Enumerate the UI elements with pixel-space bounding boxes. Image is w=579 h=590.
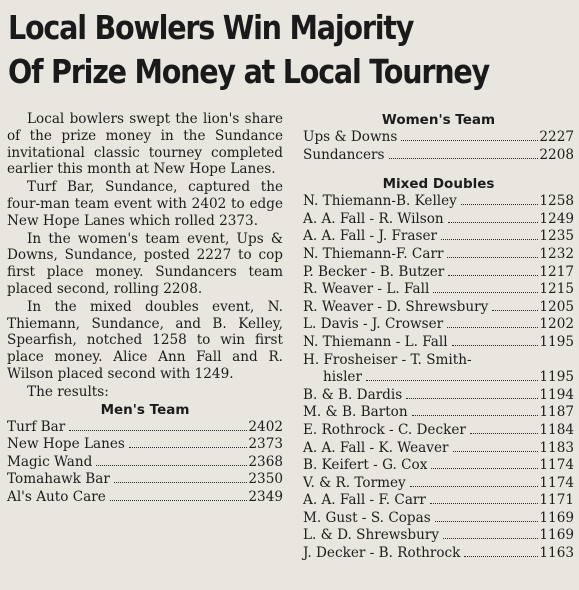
result-name: V. & R. Tormey bbox=[303, 474, 406, 491]
dot-leader bbox=[492, 310, 538, 311]
dot-leader bbox=[410, 486, 539, 487]
dot-leader bbox=[69, 430, 247, 431]
womens-team-list bbox=[303, 129, 574, 164]
dot-leader bbox=[443, 538, 538, 539]
dot-leader bbox=[470, 433, 539, 434]
dot-leader bbox=[412, 415, 539, 416]
result-row bbox=[7, 454, 283, 472]
result-score: 1217 bbox=[539, 263, 574, 280]
mixed-doubles-list bbox=[303, 193, 574, 562]
result-name: B. & B. Dardis bbox=[303, 386, 403, 403]
result-name: H. Frosheiser - T. Smith- bbox=[303, 351, 472, 368]
result-row bbox=[303, 147, 574, 165]
article-paragraph: Local bowlers swept the lion's share of the prize money in the Sundance invitational classic tourney completed earlier this month at New Hope Lanes. bbox=[7, 111, 283, 178]
result-name: B. Keifert - G. Cox bbox=[303, 457, 428, 474]
result-score: 1169 bbox=[539, 509, 574, 526]
result-name: L. Davis - J. Crowser bbox=[303, 316, 444, 333]
headline-line-1: Local Bowlers Win Majority bbox=[8, 9, 414, 47]
result-row bbox=[7, 419, 283, 437]
dot-leader bbox=[435, 521, 539, 522]
result-row bbox=[303, 475, 574, 493]
result-row bbox=[303, 246, 574, 264]
result-score: 2208 bbox=[539, 146, 574, 163]
dot-leader bbox=[110, 500, 248, 501]
result-score: 1174 bbox=[539, 474, 574, 491]
article-paragraph: In the women's team event, Ups & Downs, Sundance, posted 2227 to cop first place money. Sundancers team placed second, rolling 2208. bbox=[7, 230, 283, 297]
result-name: A. A. Fall - R. Wilson bbox=[303, 210, 444, 227]
result-row bbox=[303, 334, 574, 352]
result-score: 1232 bbox=[539, 245, 574, 262]
result-row bbox=[303, 404, 574, 422]
result-score: 1195 bbox=[539, 369, 574, 386]
result-name: Ups & Downs bbox=[303, 129, 398, 145]
result-name: P. Becker - B. Butzer bbox=[303, 263, 445, 280]
result-row bbox=[303, 545, 574, 563]
result-row bbox=[303, 527, 574, 545]
dot-leader bbox=[401, 140, 538, 141]
result-row bbox=[303, 440, 574, 458]
dot-leader bbox=[461, 204, 539, 205]
result-score: 2402 bbox=[248, 418, 283, 435]
result-score: 1187 bbox=[539, 404, 574, 421]
result-row-continued bbox=[303, 369, 574, 387]
dot-leader bbox=[406, 398, 538, 399]
result-score: 1183 bbox=[539, 439, 574, 456]
result-name: R. Weaver - L. Fall bbox=[303, 281, 430, 298]
article-paragraph: Turf Bar, Sundance, captured the four-man team event with 2402 to edge New Hope Lanes which rolled 2373. bbox=[7, 179, 283, 229]
result-name: Sundancers bbox=[303, 146, 385, 163]
dot-leader bbox=[452, 345, 539, 346]
result-score: 2227 bbox=[539, 129, 574, 145]
result-score: 1194 bbox=[539, 386, 574, 403]
result-score: 1174 bbox=[539, 457, 574, 474]
dot-leader bbox=[366, 380, 538, 381]
result-score: 1249 bbox=[539, 210, 574, 227]
result-row bbox=[303, 316, 574, 334]
result-score: 2368 bbox=[248, 453, 283, 470]
result-name: N. Thiemann - L. Fall bbox=[303, 333, 448, 350]
result-row bbox=[303, 211, 574, 229]
results-right-column bbox=[303, 111, 574, 563]
result-row bbox=[303, 281, 574, 299]
result-name: A. A. Fall - F. Carr bbox=[303, 492, 426, 509]
result-row bbox=[303, 352, 574, 370]
result-name-continued: hisler bbox=[323, 369, 362, 386]
result-row bbox=[303, 387, 574, 405]
result-score: 1205 bbox=[539, 298, 574, 315]
dot-leader bbox=[464, 556, 538, 557]
result-name: E. Rothrock - C. Decker bbox=[303, 421, 466, 438]
dot-leader bbox=[447, 257, 538, 258]
results-intro: The results: bbox=[27, 383, 109, 400]
result-name: J. Decker - B. Rothrock bbox=[303, 545, 461, 562]
womens-team-heading: Women's Team bbox=[381, 112, 496, 128]
result-score: 1171 bbox=[539, 492, 574, 509]
result-name: N. Thiemann-B. Kelley bbox=[303, 193, 457, 210]
result-name: New Hope Lanes bbox=[7, 436, 125, 453]
result-name: A. A. Fall - J. Fraser bbox=[303, 228, 438, 245]
result-score: 1163 bbox=[539, 545, 574, 562]
dot-leader bbox=[96, 465, 247, 466]
result-row bbox=[7, 471, 283, 489]
result-row bbox=[7, 436, 283, 454]
dot-leader bbox=[430, 503, 538, 504]
result-row bbox=[303, 129, 574, 147]
result-name: Al's Auto Care bbox=[7, 488, 106, 505]
result-row bbox=[303, 510, 574, 528]
dot-leader bbox=[447, 327, 538, 328]
headline bbox=[8, 6, 505, 94]
dot-leader bbox=[441, 239, 538, 240]
result-name: Magic Wand bbox=[7, 453, 93, 470]
result-row bbox=[303, 193, 574, 211]
result-name: M. & B. Barton bbox=[303, 404, 408, 421]
result-row bbox=[303, 457, 574, 475]
result-score: 1258 bbox=[539, 193, 574, 210]
result-score: 2349 bbox=[248, 488, 283, 505]
article-paragraph: In the mixed doubles event, N. Thiemann, Sundance, and B. Kelley, Spearfish, notched 1258 to win first place money. Alice Ann Fall and R. Wilson placed second with 1249. bbox=[7, 298, 283, 382]
article-left-column bbox=[7, 111, 283, 507]
result-score: 1184 bbox=[539, 421, 574, 438]
dot-leader bbox=[129, 447, 247, 448]
mens-team-heading: Men's Team bbox=[100, 401, 190, 418]
dot-leader bbox=[433, 292, 538, 293]
dot-leader bbox=[448, 275, 538, 276]
result-name: A. A. Fall - K. Weaver bbox=[303, 439, 449, 456]
result-name: M. Gust - S. Copas bbox=[303, 509, 431, 526]
result-score: 2350 bbox=[248, 471, 283, 488]
result-row bbox=[303, 492, 574, 510]
dot-leader bbox=[448, 222, 539, 223]
dot-leader bbox=[431, 468, 538, 469]
result-score: 1235 bbox=[539, 228, 574, 245]
mens-team-list bbox=[7, 419, 283, 507]
result-row bbox=[303, 299, 574, 317]
result-row bbox=[303, 228, 574, 246]
dot-leader bbox=[389, 158, 539, 159]
mixed-doubles-heading: Mixed Doubles bbox=[382, 176, 495, 193]
result-score: 1202 bbox=[539, 316, 574, 333]
result-row bbox=[303, 264, 574, 282]
result-name: R. Weaver - D. Shrewsbury bbox=[303, 298, 489, 315]
result-score: 1169 bbox=[539, 527, 574, 544]
headline-line-2: Of Prize Money at Local Tourney bbox=[8, 53, 489, 91]
dot-leader bbox=[453, 451, 539, 452]
result-name: L. & D. Shrewsbury bbox=[303, 527, 440, 544]
result-score: 1195 bbox=[539, 333, 574, 350]
dot-leader bbox=[114, 482, 248, 483]
result-name: Turf Bar bbox=[7, 418, 66, 435]
result-name: N. Thiemann-F. Carr bbox=[303, 245, 444, 262]
result-row bbox=[7, 489, 283, 507]
result-name: Tomahawk Bar bbox=[7, 471, 110, 488]
result-score: 1215 bbox=[539, 281, 574, 298]
result-score: 2373 bbox=[248, 436, 283, 453]
result-row bbox=[303, 422, 574, 440]
